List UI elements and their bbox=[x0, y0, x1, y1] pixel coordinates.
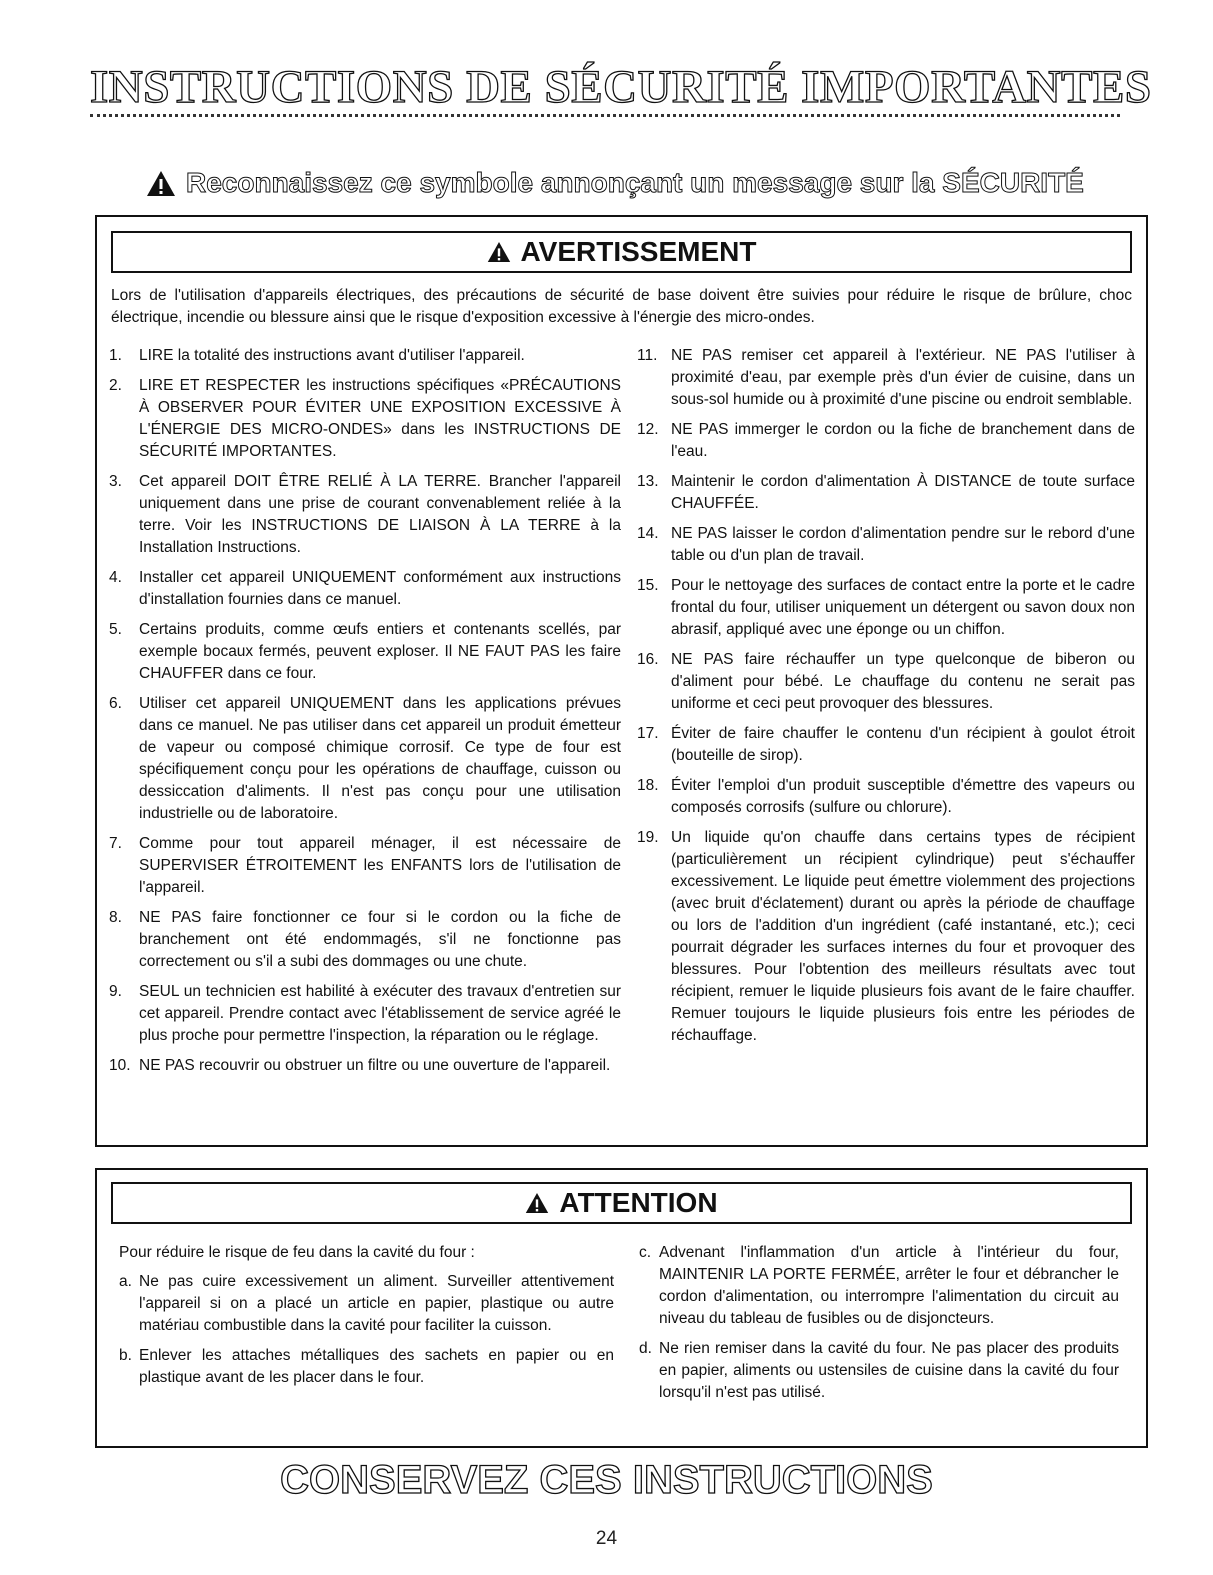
list-item-number: b. bbox=[119, 1347, 132, 1364]
list-item-number: 9. bbox=[109, 983, 122, 1000]
caution-heading: ATTENTION bbox=[559, 1187, 718, 1218]
list-item-text: NE PAS faire réchauffer un type quelconque de biberon ou d'aliment pour bébé. Le chauffage du contenu ne serait pas uniforme et ceci peut provoquer des blessures. bbox=[671, 651, 1135, 712]
list-item-number: 5. bbox=[109, 621, 122, 638]
list-item bbox=[109, 981, 621, 1047]
list-item bbox=[109, 471, 621, 559]
list-item bbox=[637, 419, 1135, 463]
list-item bbox=[109, 907, 621, 973]
list-item-text: Enlever les attaches métalliques des sachets en papier ou en plastique avant de les placer dans le four. bbox=[139, 1347, 614, 1386]
list-item-number: 1. bbox=[109, 347, 122, 364]
warning-intro: Lors de l'utilisation d'appareils électriques, des précautions de sécurité de base doivent être suivies pour réduire le risque de brûlure, choc électrique, incendie ou blessure ainsi que le risque d'exposition excessive à l'énergie des micro-ondes. bbox=[111, 287, 1132, 326]
warning-list-right bbox=[637, 345, 1135, 1055]
list-item-number: 14. bbox=[637, 525, 659, 542]
list-item bbox=[637, 723, 1135, 767]
title-underline bbox=[90, 114, 1120, 117]
list-item-text: Cet appareil DOIT ÊTRE RELIÉ À LA TERRE. Brancher l'appareil uniquement dans une prise de courant convenablement reliée à la terre. Voir les INSTRUCTIONS DE LIAISON À LA TERRE à la Installation Instructions. bbox=[139, 473, 621, 556]
list-item bbox=[637, 649, 1135, 715]
list-item bbox=[109, 567, 621, 611]
list-item bbox=[119, 1345, 614, 1389]
list-item bbox=[109, 1055, 621, 1077]
page-title: INSTRUCTIONS DE SÉCURITÉ IMPORTANTES bbox=[90, 61, 1152, 113]
safety-symbol-message bbox=[146, 167, 1086, 199]
page-number: 24 bbox=[595, 1528, 618, 1549]
list-item-number: 19. bbox=[637, 829, 659, 846]
list-item-number: a. bbox=[119, 1273, 132, 1290]
list-item-text: Un liquide qu'on chauffe dans certains types de récipient (particulièrement un récipient cylindrique) peut s'échauffer excessivement. Le liquide peut émettre violemment des projections (avec bruit d'éclatement) durant ou après la période de chauffage ou lors de l'addition d'un ingrédient (café instantané, etc.); ceci pourrait dégrader les surfaces internes du four et provoquer des blessures. Pour l'obtention des meilleurs résultats avec tout récipient, remuer le liquide plusieurs fois avant de le faire chauffer. Remuer toujours le liquide plusieurs fois entre les périodes de réchauffage. bbox=[671, 829, 1135, 1044]
list-item-number: 7. bbox=[109, 835, 122, 852]
list-item-text: Ne pas cuire excessivement un aliment. Surveiller attentivement l'appareil si on a placé un article en papier, plastique ou autre matériau combustible dans la cavité pour faciliter la cuisson. bbox=[139, 1273, 614, 1334]
list-item bbox=[109, 619, 621, 685]
list-item-text: Utiliser cet appareil UNIQUEMENT dans les applications prévues dans ce manuel. Ne pas utiliser dans cet appareil un produit émetteur de vapeur ou composé chimique corrosif. Ce type de four est spécifiquement conçu pour les opérations de chauffage, cuisson ou dessiccation d'aliments. Il n'est pas conçu pour une utilisation industrielle ou de laboratoire. bbox=[139, 695, 621, 822]
warning-triangle-icon bbox=[146, 170, 176, 197]
list-item-number: 6. bbox=[109, 695, 122, 712]
caution-list-left bbox=[119, 1271, 614, 1397]
list-item bbox=[639, 1338, 1119, 1404]
list-item-text: Maintenir le cordon d'alimentation À DISTANCE de toute surface CHAUFFÉE. bbox=[671, 473, 1135, 512]
list-item-text: NE PAS immerger le cordon ou la fiche de branchement dans de l'eau. bbox=[671, 421, 1135, 460]
list-item bbox=[637, 523, 1135, 567]
list-item-number: 12. bbox=[637, 421, 659, 438]
list-item bbox=[637, 775, 1135, 819]
warning-heading: AVERTISSEMENT bbox=[520, 236, 757, 267]
list-item-text: Installer cet appareil UNIQUEMENT conformément aux instructions d'installation fournies dans ce manuel. bbox=[139, 569, 621, 608]
list-item-number: 3. bbox=[109, 473, 122, 490]
list-item-number: 18. bbox=[637, 777, 659, 794]
caution-box bbox=[95, 1168, 1148, 1448]
list-item-text: NE PAS laisser le cordon d'alimentation pendre sur le rebord d'une table ou d'un plan de travail. bbox=[671, 525, 1135, 564]
warning-triangle-icon bbox=[487, 241, 511, 263]
list-item bbox=[109, 375, 621, 463]
list-item-text: NE PAS remiser cet appareil à l'extérieur. NE PAS l'utiliser à proximité d'eau, par exemple près d'un évier de cuisine, dans un sous-sol humide ou à proximité d'une piscine ou endroit semblable. bbox=[671, 347, 1135, 408]
list-item-number: 17. bbox=[637, 725, 659, 742]
list-item bbox=[109, 345, 621, 367]
list-item-number: 8. bbox=[109, 909, 122, 926]
warning-banner bbox=[111, 231, 1132, 273]
list-item-number: 2. bbox=[109, 377, 122, 394]
list-item-text: Éviter l'emploi d'un produit susceptible d'émettre des vapeurs ou composés corrosifs (sulfure ou chlorure). bbox=[671, 777, 1135, 816]
list-item-text: SEUL un technicien est habilité à exécuter des travaux d'entretien sur cet appareil. Prendre contact avec l'établissement de service agréé le plus proche pour permettre l'inspection, la réparation ou le réglage. bbox=[139, 983, 621, 1044]
caution-intro: Pour réduire le risque de feu dans la cavité du four : bbox=[119, 1244, 475, 1261]
list-item bbox=[637, 827, 1135, 1047]
list-item-number: d. bbox=[639, 1340, 652, 1357]
list-item-text: NE PAS faire fonctionner ce four si le cordon ou la fiche de branchement ont été endommagés, s'il ne fonctionne pas correctement ou s'il a subi des dommages ou une chute. bbox=[139, 909, 621, 970]
list-item-number: c. bbox=[639, 1244, 652, 1261]
list-item-text: Ne rien remiser dans la cavité du four. Ne pas placer des produits en papier, aliments ou ustensiles de cuisine dans la cavité du four lorsqu'il n'est pas utilisé. bbox=[659, 1340, 1119, 1401]
list-item-text: Advenant l'inflammation d'un article à l'intérieur du four, MAINTENIR LA PORTE FERMÉE, arrêter le four et débrancher le cordon d'alimentation, ou interrompre l'alimentation du circuit au niveau du tableau de fusibles ou de disjoncteurs. bbox=[659, 1244, 1119, 1327]
list-item-text: Éviter de faire chauffer le contenu d'un récipient à goulot étroit (bouteille de sirop). bbox=[671, 725, 1135, 764]
list-item-text: Pour le nettoyage des surfaces de contact entre la porte et le cadre frontal du four, utiliser uniquement un détergent ou savon doux non abrasif, appliqué avec une éponge ou un chiffon. bbox=[671, 577, 1135, 638]
list-item bbox=[109, 693, 621, 825]
list-item-number: 13. bbox=[637, 473, 659, 490]
list-item bbox=[637, 471, 1135, 515]
list-item bbox=[109, 833, 621, 899]
footer-title: CONSERVEZ CES INSTRUCTIONS bbox=[280, 1458, 933, 1502]
list-item-number: 11. bbox=[637, 347, 658, 364]
list-item bbox=[639, 1242, 1119, 1330]
list-item-text: Certains produits, comme œufs entiers et contenants scellés, par exemple bocaux fermés, peuvent exploser. Il NE FAUT PAS les faire CHAUFFER dans ce four. bbox=[139, 621, 621, 682]
warning-list-left bbox=[109, 345, 621, 1085]
caution-list-right bbox=[639, 1242, 1119, 1412]
list-item-number: 4. bbox=[109, 569, 122, 586]
list-item-number: 15. bbox=[637, 577, 659, 594]
list-item-text: LIRE ET RESPECTER les instructions spécifiques «PRÉCAUTIONS À OBSERVER POUR ÉVITER UNE EXPOSITION EXCESSIVE À L'ÉNERGIE DES MICRO-ONDES» dans les INSTRUCTIONS DE SÉCURITÉ IMPORTANTES. bbox=[139, 377, 621, 460]
caution-banner bbox=[111, 1182, 1132, 1224]
symbol-message-text: Reconnaissez ce symbole annonçant un message sur la SÉCURITÉ bbox=[186, 167, 1084, 198]
list-item-text: LIRE la totalité des instructions avant d'utiliser l'appareil. bbox=[139, 347, 525, 364]
list-item-text: Comme pour tout appareil ménager, il est nécessaire de SUPERVISER ÉTROITEMENT les ENFANTS lors de l'utilisation de l'appareil. bbox=[139, 835, 621, 896]
list-item bbox=[637, 345, 1135, 411]
list-item-text: NE PAS recouvrir ou obstruer un filtre ou une ouverture de l'appareil. bbox=[139, 1057, 611, 1074]
list-item bbox=[637, 575, 1135, 641]
warning-triangle-icon bbox=[525, 1192, 549, 1214]
list-item-number: 16. bbox=[637, 651, 659, 668]
warning-box bbox=[95, 215, 1148, 1147]
list-item bbox=[119, 1271, 614, 1337]
list-item-number: 10. bbox=[109, 1057, 131, 1074]
